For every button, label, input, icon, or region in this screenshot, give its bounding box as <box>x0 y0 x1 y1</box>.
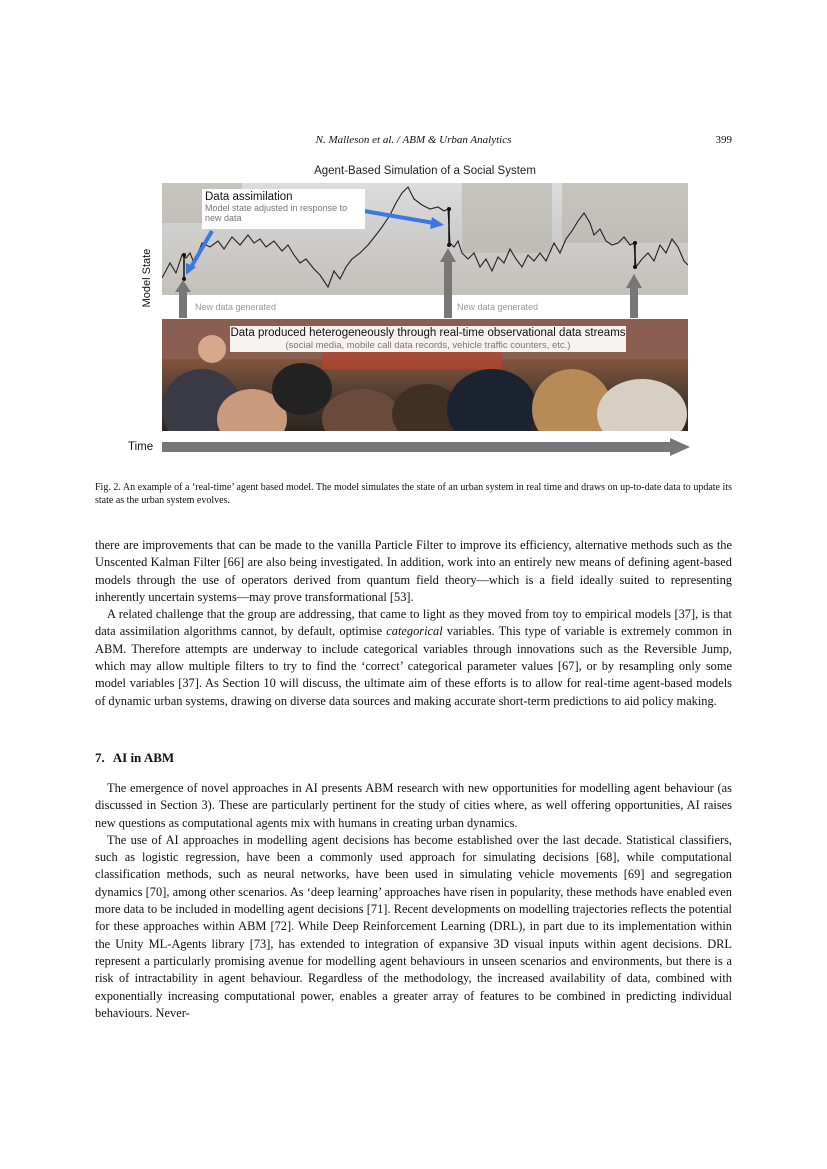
running-title: N. Malleson et al. / ABM & Urban Analytics <box>315 134 512 146</box>
x-axis-label: Time <box>128 441 154 453</box>
new-data-label: New data generated <box>457 302 539 312</box>
y-axis-label: Model State <box>141 248 153 308</box>
callout-text: Model state adjusted in response to new data <box>205 203 348 223</box>
new-data-label: New data generated <box>195 302 277 312</box>
paragraph: The emergence of novel approaches in AI presents ABM research with new opportunities for modelling agent behaviour (as discussed in Section 3). These are particularly pertinent for the study of cities where, as well offering opportunities, AI raises new questions as computational agents mix with humans in creating urban dynamics. <box>95 781 732 830</box>
figure <box>125 160 705 460</box>
paragraph: The use of AI approaches in modelling agent decisions has become established over the last decade. Statistical classifiers, such as logistic regression, have been a commonly used approach for simulating decisions [68], while computational classification methods, such as neural networks, have been used in simulating vehicle movements [69] and segregation dynamics [70], among other scenarios. As ‘deep learning’ approaches have risen in popularity, these methods have enabled even more data to be included in modelling agent decisions [71]. Recent developments on modelling trajectories reflects the potential for these approaches within ABM [72]. While Deep Reinforcement Learning (DRL), in part due to its implementation within the Unity ML-Agents library [73], has extended to integration of expansive 3D visual inputs within agent decisions. DRL represent a particularly promising avenue for modelling agent behaviours in unseen scenarios and environments, but there is a risk of intractability in agent behaviour. Regardless of the methodology, the increased availability of data, combined with exponentially increasing computational power, enables a greater array of features to be combined in predicting individual behaviours. Never- <box>95 832 732 1020</box>
stream-caption <box>230 326 626 352</box>
stream-subtitle: (social media, mobile call data records, vehicle traffic counters, etc.) <box>285 340 571 351</box>
paragraph-text: A related challenge that the group are addressing, that came to light as they moved from toy to empirical models [37], is that data assimilation algorithms cannot, by default, optimise <box>95 607 732 639</box>
paragraph <box>95 606 732 710</box>
section-number: 7. <box>95 750 105 765</box>
paragraph: there are improvements that can be made to the vanilla Particle Filter to improve its efficiency, alternative methods such as the Unscented Kalman Filter [66] are also being investigated. In addition, work into an entirely new means of defining agent-based models through the use of operators derived from quantum field theory—which is a field ideally suited to representing inherently uncertain systems—may prove transformational [53]. <box>95 538 732 604</box>
page-number: 399 <box>715 134 732 146</box>
stream-title: Data produced heterogeneously through real-time observational data streams <box>230 327 626 339</box>
body-text-bottom <box>95 780 732 1022</box>
figure-title: Agent-Based Simulation of a Social System <box>314 165 536 177</box>
paragraph-text: variables. This type of variable is extremely common in ABM. Therefore attempts are underway to include categorical variables through innovations such as the Reversible Jump, which may allow multiple filters to try to find the ‘correct’ categorical parameter values [67], or by resampling only some model variables [37]. As Section 10 will discuss, the ultimate aim of these efforts is to allow for real-time agent-based models of dynamic urban systems, drawing on diverse data sources and making accurate short-term predictions to aid policy making. <box>95 624 732 708</box>
figure-caption: Fig. 2. An example of a ‘real-time’ agent based model. The model simulates the state of an urban system in real time and draws on up-to-date data to update its state as the urban system evolves. <box>95 482 732 506</box>
italic-term: categorical <box>386 624 443 639</box>
section-title: AI in ABM <box>112 750 175 765</box>
callout-title: Data assimilation <box>205 191 293 203</box>
section-heading <box>95 750 182 766</box>
body-text-top <box>95 537 732 710</box>
